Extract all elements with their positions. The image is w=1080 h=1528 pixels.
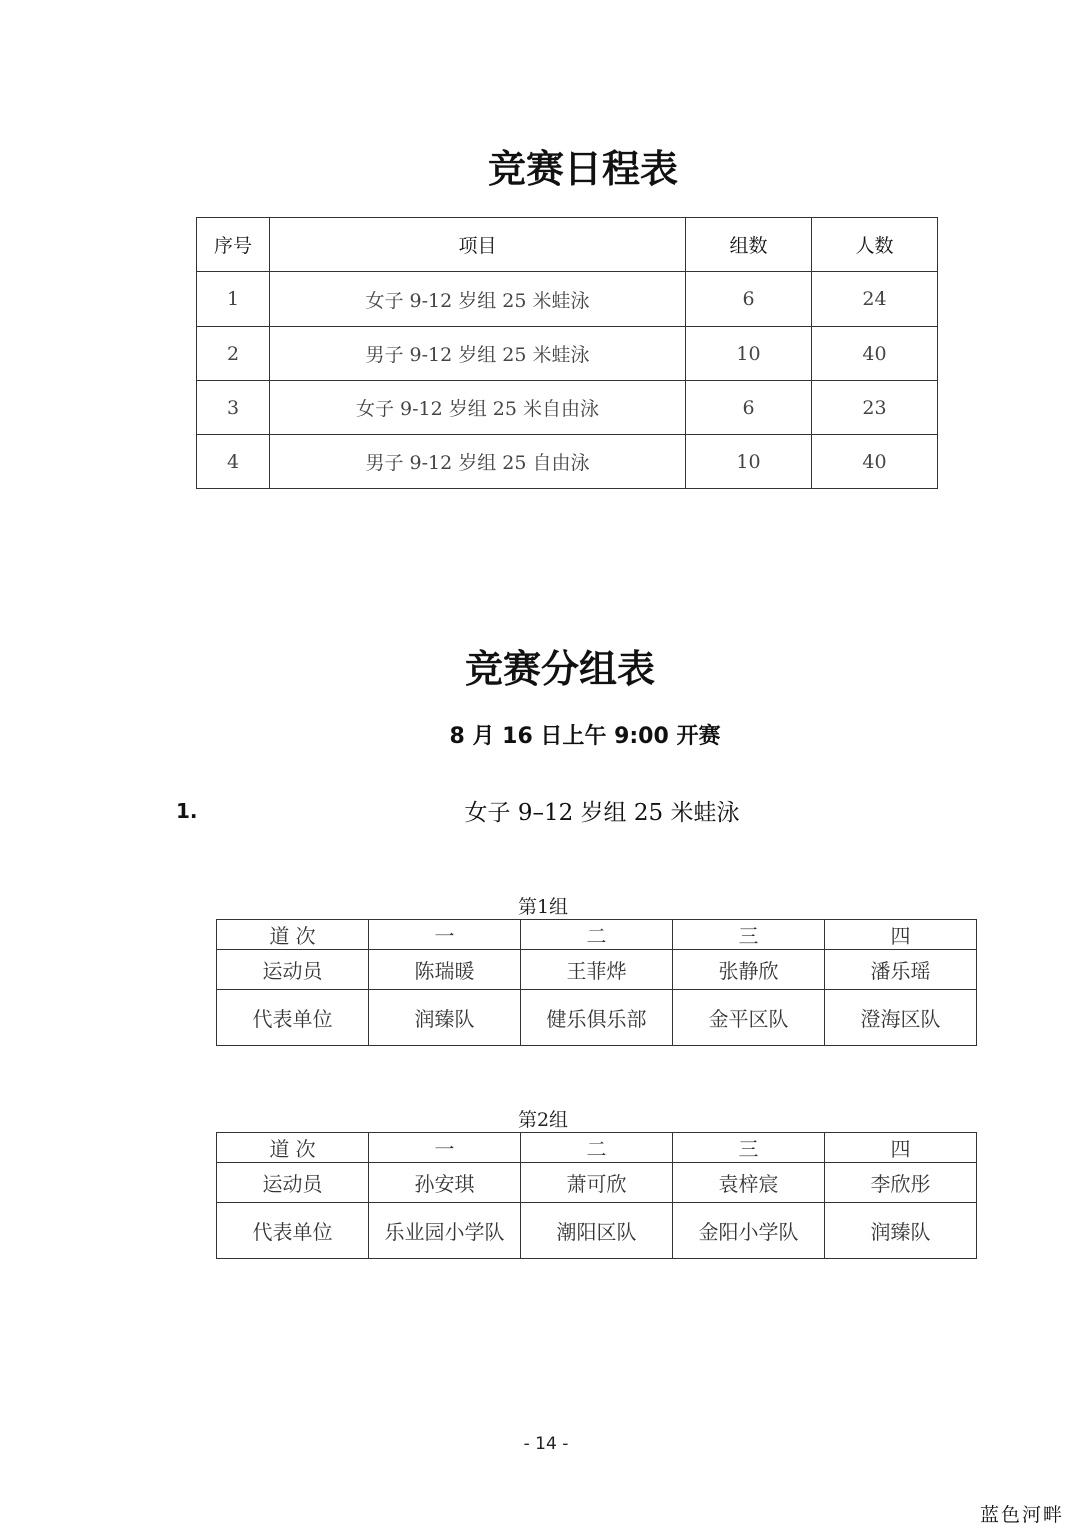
cell-event: 女子 9-12 岁组 25 米蛙泳 <box>270 272 686 327</box>
unit-label: 代表单位 <box>217 1203 369 1259</box>
table-row <box>197 272 938 327</box>
cell-event: 男子 9-12 岁组 25 自由泳 <box>270 435 686 489</box>
section-title: 女子 9–12 岁组 25 米蛙泳 <box>464 800 740 826</box>
lane-2: 二 <box>521 1133 673 1163</box>
page-number: - 14 - <box>523 1434 569 1454</box>
unit-name: 润臻队 <box>825 1203 977 1259</box>
section-number: 1. <box>176 799 198 823</box>
athlete-label: 运动员 <box>217 950 369 990</box>
athlete-label: 运动员 <box>217 1163 369 1203</box>
unit-name: 金平区队 <box>673 990 825 1046</box>
athlete-name: 王菲烨 <box>521 950 673 990</box>
athlete-name: 张静欣 <box>673 950 825 990</box>
group-1-table <box>216 919 977 1046</box>
watermark-text: 蓝色河畔 <box>979 1504 1064 1526</box>
cell-people-count: 24 <box>812 272 938 327</box>
lane-label: 道 次 <box>217 1133 369 1163</box>
header-event: 项目 <box>270 218 686 272</box>
athlete-name: 袁梓宸 <box>673 1163 825 1203</box>
athlete-name: 孙安琪 <box>369 1163 521 1203</box>
cell-group-count: 10 <box>686 435 812 489</box>
lane-2: 二 <box>521 920 673 950</box>
lane-row <box>217 1133 977 1163</box>
lane-4: 四 <box>825 1133 977 1163</box>
athlete-name: 陈瑞暖 <box>369 950 521 990</box>
cell-people-count: 23 <box>812 381 938 435</box>
unit-name: 乐业园小学队 <box>369 1203 521 1259</box>
cell-people-count: 40 <box>812 327 938 381</box>
cell-event: 男子 9-12 岁组 25 米蛙泳 <box>270 327 686 381</box>
lane-label: 道 次 <box>217 920 369 950</box>
cell-event: 女子 9-12 岁组 25 米自由泳 <box>270 381 686 435</box>
unit-name: 健乐俱乐部 <box>521 990 673 1046</box>
unit-name: 澄海区队 <box>825 990 977 1046</box>
cell-group-count: 6 <box>686 272 812 327</box>
unit-row <box>217 990 977 1046</box>
cell-index: 2 <box>197 327 270 381</box>
lane-1: 一 <box>369 920 521 950</box>
athlete-name: 李欣彤 <box>825 1163 977 1203</box>
cell-group-count: 10 <box>686 327 812 381</box>
schedule-title: 竞赛日程表 <box>487 147 678 191</box>
header-index: 序号 <box>197 218 270 272</box>
athlete-row <box>217 950 977 990</box>
lane-3: 三 <box>673 920 825 950</box>
group-2-caption: 第2组 <box>517 1109 569 1131</box>
athlete-name: 潘乐瑶 <box>825 950 977 990</box>
unit-name: 金阳小学队 <box>673 1203 825 1259</box>
unit-name: 潮阳区队 <box>521 1203 673 1259</box>
cell-group-count: 6 <box>686 381 812 435</box>
cell-index: 4 <box>197 435 270 489</box>
schedule-table <box>196 217 938 489</box>
cell-index: 1 <box>197 272 270 327</box>
table-row <box>197 435 938 489</box>
unit-label: 代表单位 <box>217 990 369 1046</box>
table-row <box>197 381 938 435</box>
cell-index: 3 <box>197 381 270 435</box>
group-2-table <box>216 1132 977 1259</box>
lane-3: 三 <box>673 1133 825 1163</box>
cell-people-count: 40 <box>812 435 938 489</box>
header-people-count: 人数 <box>812 218 938 272</box>
lane-4: 四 <box>825 920 977 950</box>
lane-row <box>217 920 977 950</box>
start-date-line: 8 月 16 日上午 9:00 开赛 <box>449 724 721 749</box>
athlete-row <box>217 1163 977 1203</box>
lane-1: 一 <box>369 1133 521 1163</box>
schedule-header-row <box>197 218 938 272</box>
grouping-title: 竞赛分组表 <box>464 647 655 691</box>
unit-name: 润臻队 <box>369 990 521 1046</box>
group-1-caption: 第1组 <box>517 896 569 918</box>
unit-row <box>217 1203 977 1259</box>
header-group-count: 组数 <box>686 218 812 272</box>
athlete-name: 萧可欣 <box>521 1163 673 1203</box>
table-row <box>197 327 938 381</box>
